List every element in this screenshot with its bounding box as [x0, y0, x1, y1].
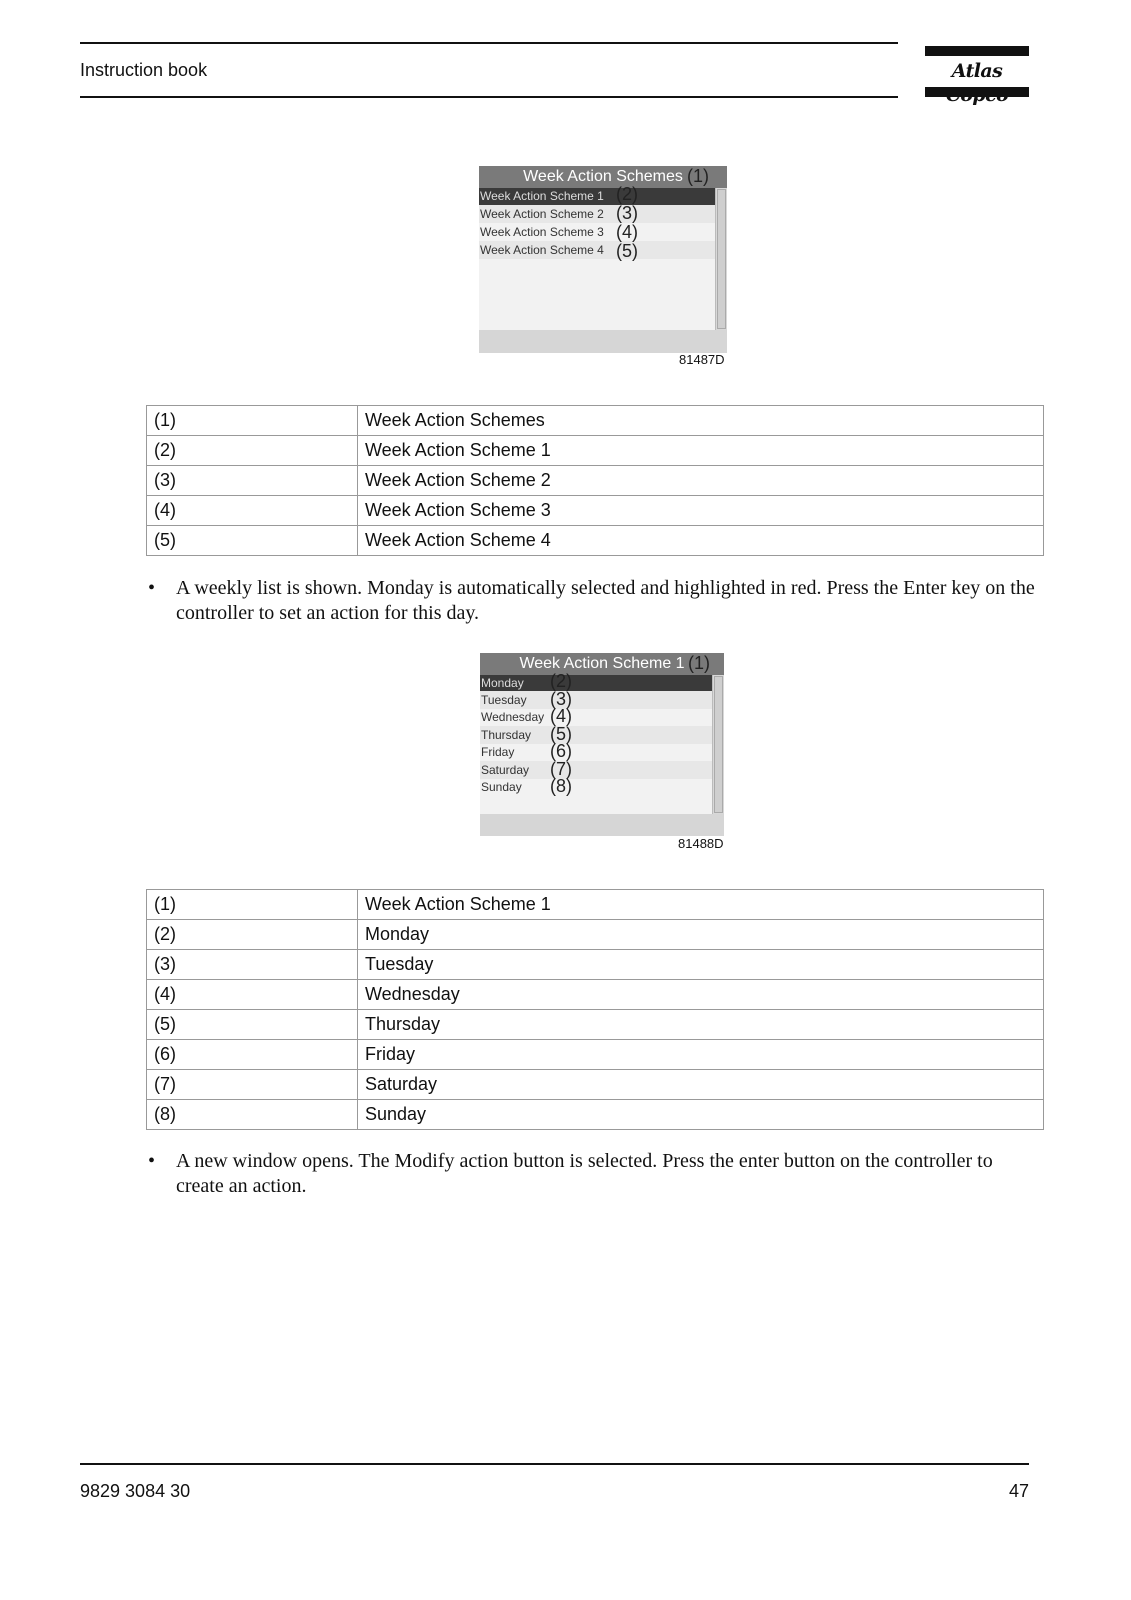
table-value: Week Action Scheme 2	[358, 466, 1044, 496]
table-row	[147, 980, 1044, 1010]
table-key: (2)	[147, 920, 358, 950]
callout-5: (5)	[616, 241, 638, 261]
table-row	[147, 436, 1044, 466]
screen-title: Week Action Schemes	[479, 166, 727, 188]
table-row	[147, 526, 1044, 556]
screen-row: Week Action Scheme 2	[479, 205, 715, 223]
document-number: 9829 3084 30	[80, 1481, 191, 1501]
table-key: (8)	[147, 1100, 358, 1130]
screen-row: Week Action Scheme 4	[479, 241, 715, 259]
table-row	[147, 890, 1044, 920]
table-row	[147, 920, 1044, 950]
callout-4: (4)	[550, 706, 572, 726]
table-value: Week Action Scheme 1	[358, 890, 1044, 920]
table-row	[147, 950, 1044, 980]
table-row	[147, 1100, 1044, 1130]
callout-1: (1)	[687, 166, 709, 186]
table-key: (5)	[147, 1010, 358, 1040]
figure-code: 81488D	[678, 836, 724, 851]
logo-bottom-bar	[925, 87, 1029, 97]
table-value: Wednesday	[358, 980, 1044, 1010]
table-key: (1)	[147, 406, 358, 436]
bullet-marker: •	[148, 577, 156, 599]
callout-1: (1)	[688, 653, 710, 673]
table-key: (4)	[147, 496, 358, 526]
table-row	[147, 406, 1044, 436]
table-value: Sunday	[358, 1100, 1044, 1130]
table-row	[147, 1010, 1044, 1040]
screen-footer-bar	[479, 330, 727, 353]
table-row	[147, 1040, 1044, 1070]
table-key: (3)	[147, 950, 358, 980]
table-key: (5)	[147, 526, 358, 556]
figure-code: 81487D	[679, 352, 725, 367]
screen-scrollbar	[712, 675, 724, 814]
screen-title: Week Action Scheme 1	[480, 653, 724, 675]
callout-3: (3)	[550, 689, 572, 709]
screen-row: Tuesday	[480, 691, 712, 709]
table-value: Week Action Scheme 3	[358, 496, 1044, 526]
legend-table-2	[146, 889, 1044, 1130]
screen-row: Friday	[481, 745, 515, 759]
table-value: Friday	[358, 1040, 1044, 1070]
callout-2: (2)	[616, 184, 638, 204]
table-value: Thursday	[358, 1010, 1044, 1040]
callout-3: (3)	[616, 203, 638, 223]
callout-4: (4)	[616, 222, 638, 242]
table-row	[147, 1070, 1044, 1100]
table-key: (7)	[147, 1070, 358, 1100]
table-value: Week Action Scheme 4	[358, 526, 1044, 556]
callout-5: (5)	[550, 724, 572, 744]
screen-row-selected: Monday	[480, 675, 712, 691]
screen-footer-bar	[480, 814, 724, 836]
figure-week-action-schemes-screen	[479, 166, 727, 353]
screen-row: Thursday	[480, 726, 712, 744]
callout-6: (6)	[550, 741, 572, 761]
table-value: Tuesday	[358, 950, 1044, 980]
callout-2: (2)	[550, 671, 572, 691]
document-type-title: Instruction book	[80, 60, 208, 80]
instruction-paragraph: A new window opens. The Modify action button is selected. Press the enter button on the controller to create an action.	[176, 1150, 993, 1197]
callout-8: (8)	[550, 776, 572, 796]
table-value: Monday	[358, 920, 1044, 950]
legend-table-1	[146, 405, 1044, 556]
page-number: 47	[1008, 1481, 1029, 1501]
callout-7: (7)	[550, 759, 572, 779]
logo-top-bar	[925, 46, 1029, 56]
screen-row: Saturday	[480, 761, 712, 779]
atlas-copco-logo	[925, 46, 1029, 98]
header-bottom-rule	[80, 96, 898, 98]
screen-row-selected: Week Action Scheme 1	[479, 188, 715, 205]
screen-scrollbar	[715, 188, 727, 330]
bullet-marker: •	[148, 1150, 156, 1172]
table-row	[147, 466, 1044, 496]
footer-rule	[80, 1463, 1029, 1465]
table-value: Week Action Scheme 1	[358, 436, 1044, 466]
screen-row: Wednesday	[481, 710, 545, 724]
table-value: Saturday	[358, 1070, 1044, 1100]
scrollbar-thumb	[714, 676, 723, 813]
logo-wordmark: Atlas	[951, 60, 1003, 82]
table-key: (1)	[147, 890, 358, 920]
figure-week-action-scheme-1-screen	[480, 653, 724, 836]
table-value: Week Action Schemes	[358, 406, 1044, 436]
table-row	[147, 496, 1044, 526]
header-top-rule	[80, 42, 898, 44]
table-key: (2)	[147, 436, 358, 466]
screen-row: Week Action Scheme 3	[480, 225, 604, 239]
screen-row: Sunday	[481, 780, 522, 794]
instruction-paragraph: A weekly list is shown. Monday is automatically selected and highlighted in red. Press the Enter key on the controller to set an action for this day.	[176, 577, 1035, 624]
scrollbar-thumb	[717, 189, 726, 329]
table-key: (4)	[147, 980, 358, 1010]
table-key: (3)	[147, 466, 358, 496]
table-key: (6)	[147, 1040, 358, 1070]
